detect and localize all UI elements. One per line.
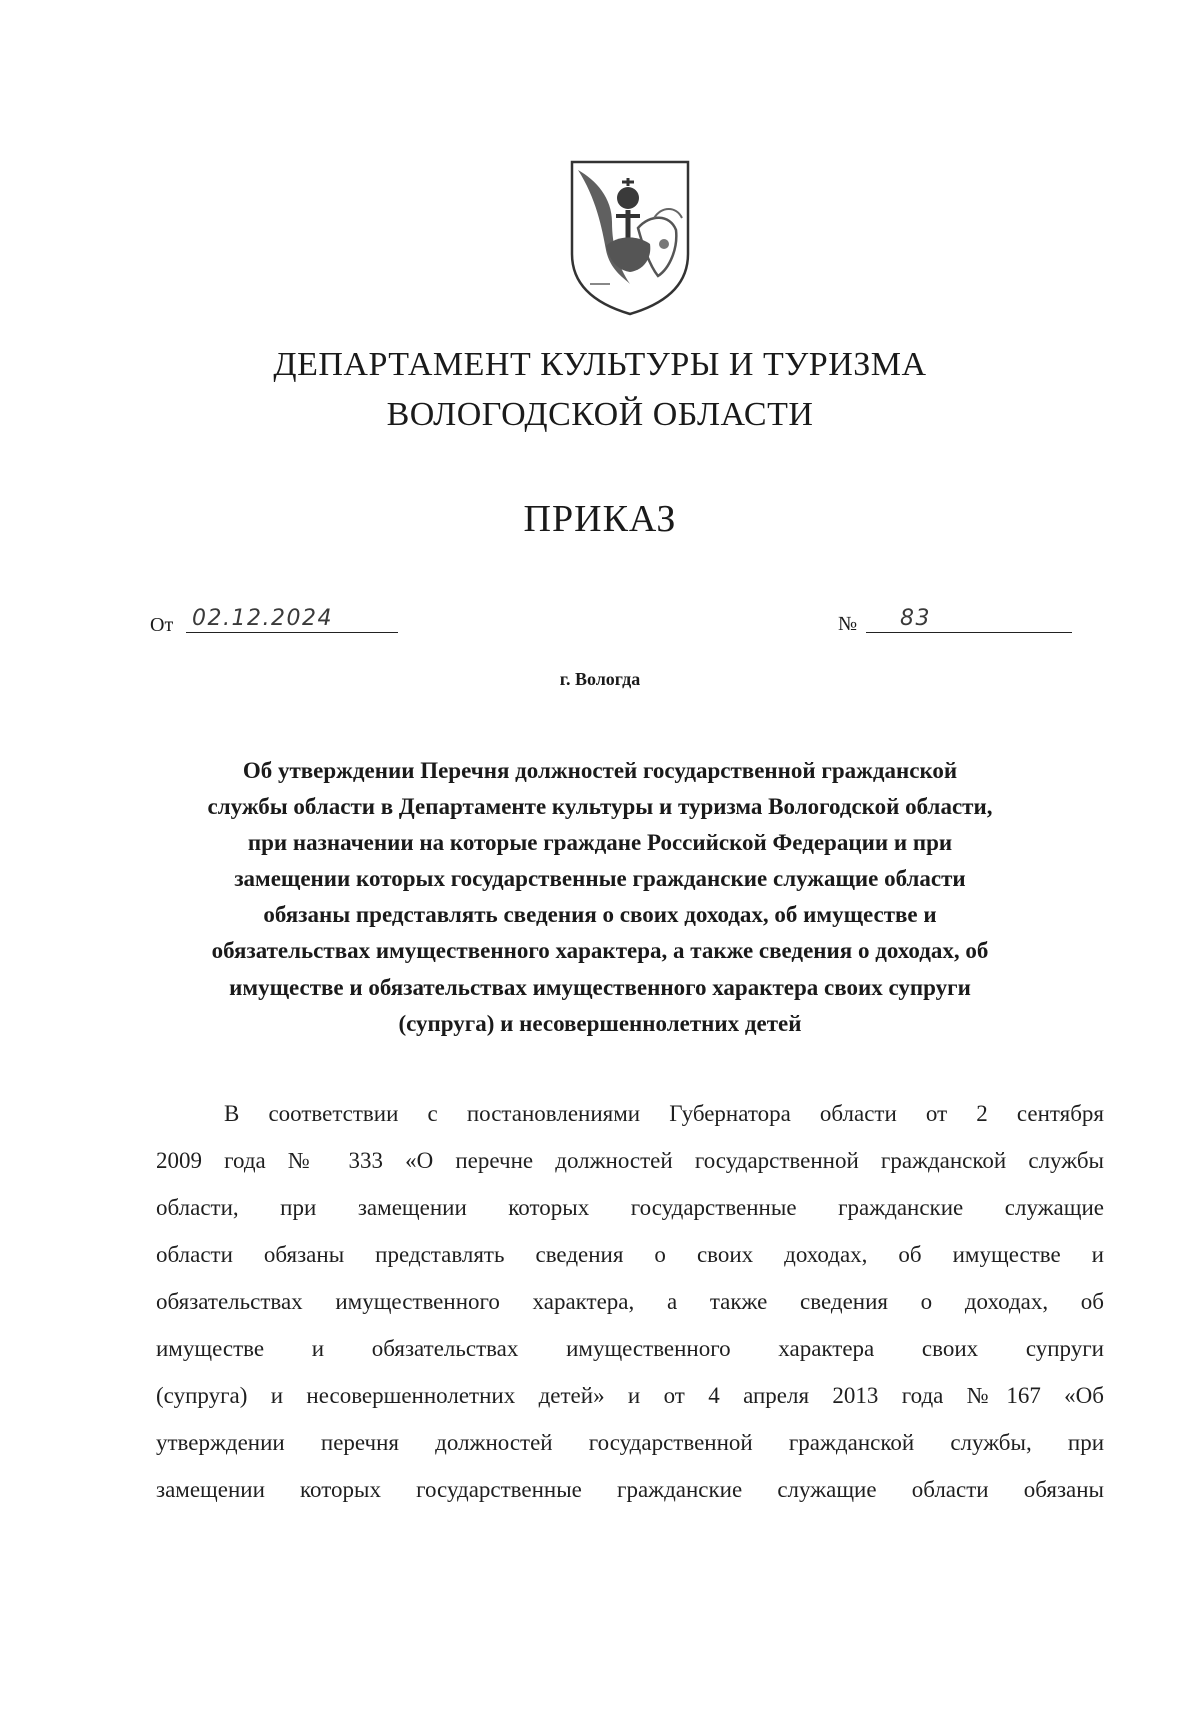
title-line: замещении которых государственные гражданские служащие области (234, 866, 966, 892)
body-line: утверждении перечня должностей государственной гражданской службы, при (156, 1430, 1104, 1455)
title-line: службы области в Департаменте культуры и туризма Вологодской области, (207, 794, 993, 820)
title-line: при назначении на которые граждане Российской Федерации и при (247, 830, 953, 856)
body-line: замещении которых государственные гражданские служащие области обязаны (156, 1477, 1104, 1502)
number-label: № (838, 613, 858, 635)
body-line: имуществе и обязательствах имущественного характера своих супруги (156, 1336, 1104, 1361)
body-paragraph (156, 1090, 1104, 1513)
number-value: 83 (900, 606, 931, 631)
body-line: области обязаны представлять сведения о своих доходах, об имуществе и (156, 1242, 1104, 1267)
title-line: имуществе и обязательствах имущественного характера своих супруги (229, 974, 971, 1000)
body-line: области, при замещении которых государственные гражданские служащие (156, 1195, 1104, 1220)
department-name-line-2: ВОЛОГОДСКОЙ ОБЛАСТИ (386, 396, 814, 433)
order-title (120, 753, 1080, 1042)
number-underline (866, 598, 1072, 633)
body-line: (супруга) и несовершеннолетних детей» и от 4 апреля 2013 года №167 «Об (156, 1383, 1104, 1408)
body-line: 2009 года № 333 «О перечне должностей государственной гражданской службы (156, 1148, 1104, 1173)
date-value: 02.12.2024 (192, 606, 333, 631)
city-name: г. Вологда (559, 669, 641, 689)
title-line: обязаны представлять сведения о своих доходах, об имуществе и (263, 902, 937, 928)
coat-of-arms-icon (566, 158, 694, 318)
body-line: В соответствии с постановлениями Губернатора области от 2 сентября (224, 1101, 1104, 1126)
title-line: Об утверждении Перечня должностей государственной гражданской (242, 758, 958, 783)
department-name-line-1: ДЕПАРТАМЕНТ КУЛЬТУРЫ И ТУРИЗМА (273, 346, 927, 383)
title-line: (супруга) и несовершеннолетних детей (398, 1010, 802, 1036)
document-type-heading: ПРИКАЗ (523, 498, 677, 540)
body-line: обязательствах имущественного характера, а также сведения о доходах, об (156, 1289, 1104, 1314)
title-line: обязательствах имущественного характера, а также сведения о доходах, об (211, 938, 989, 964)
date-label: От (150, 614, 174, 636)
